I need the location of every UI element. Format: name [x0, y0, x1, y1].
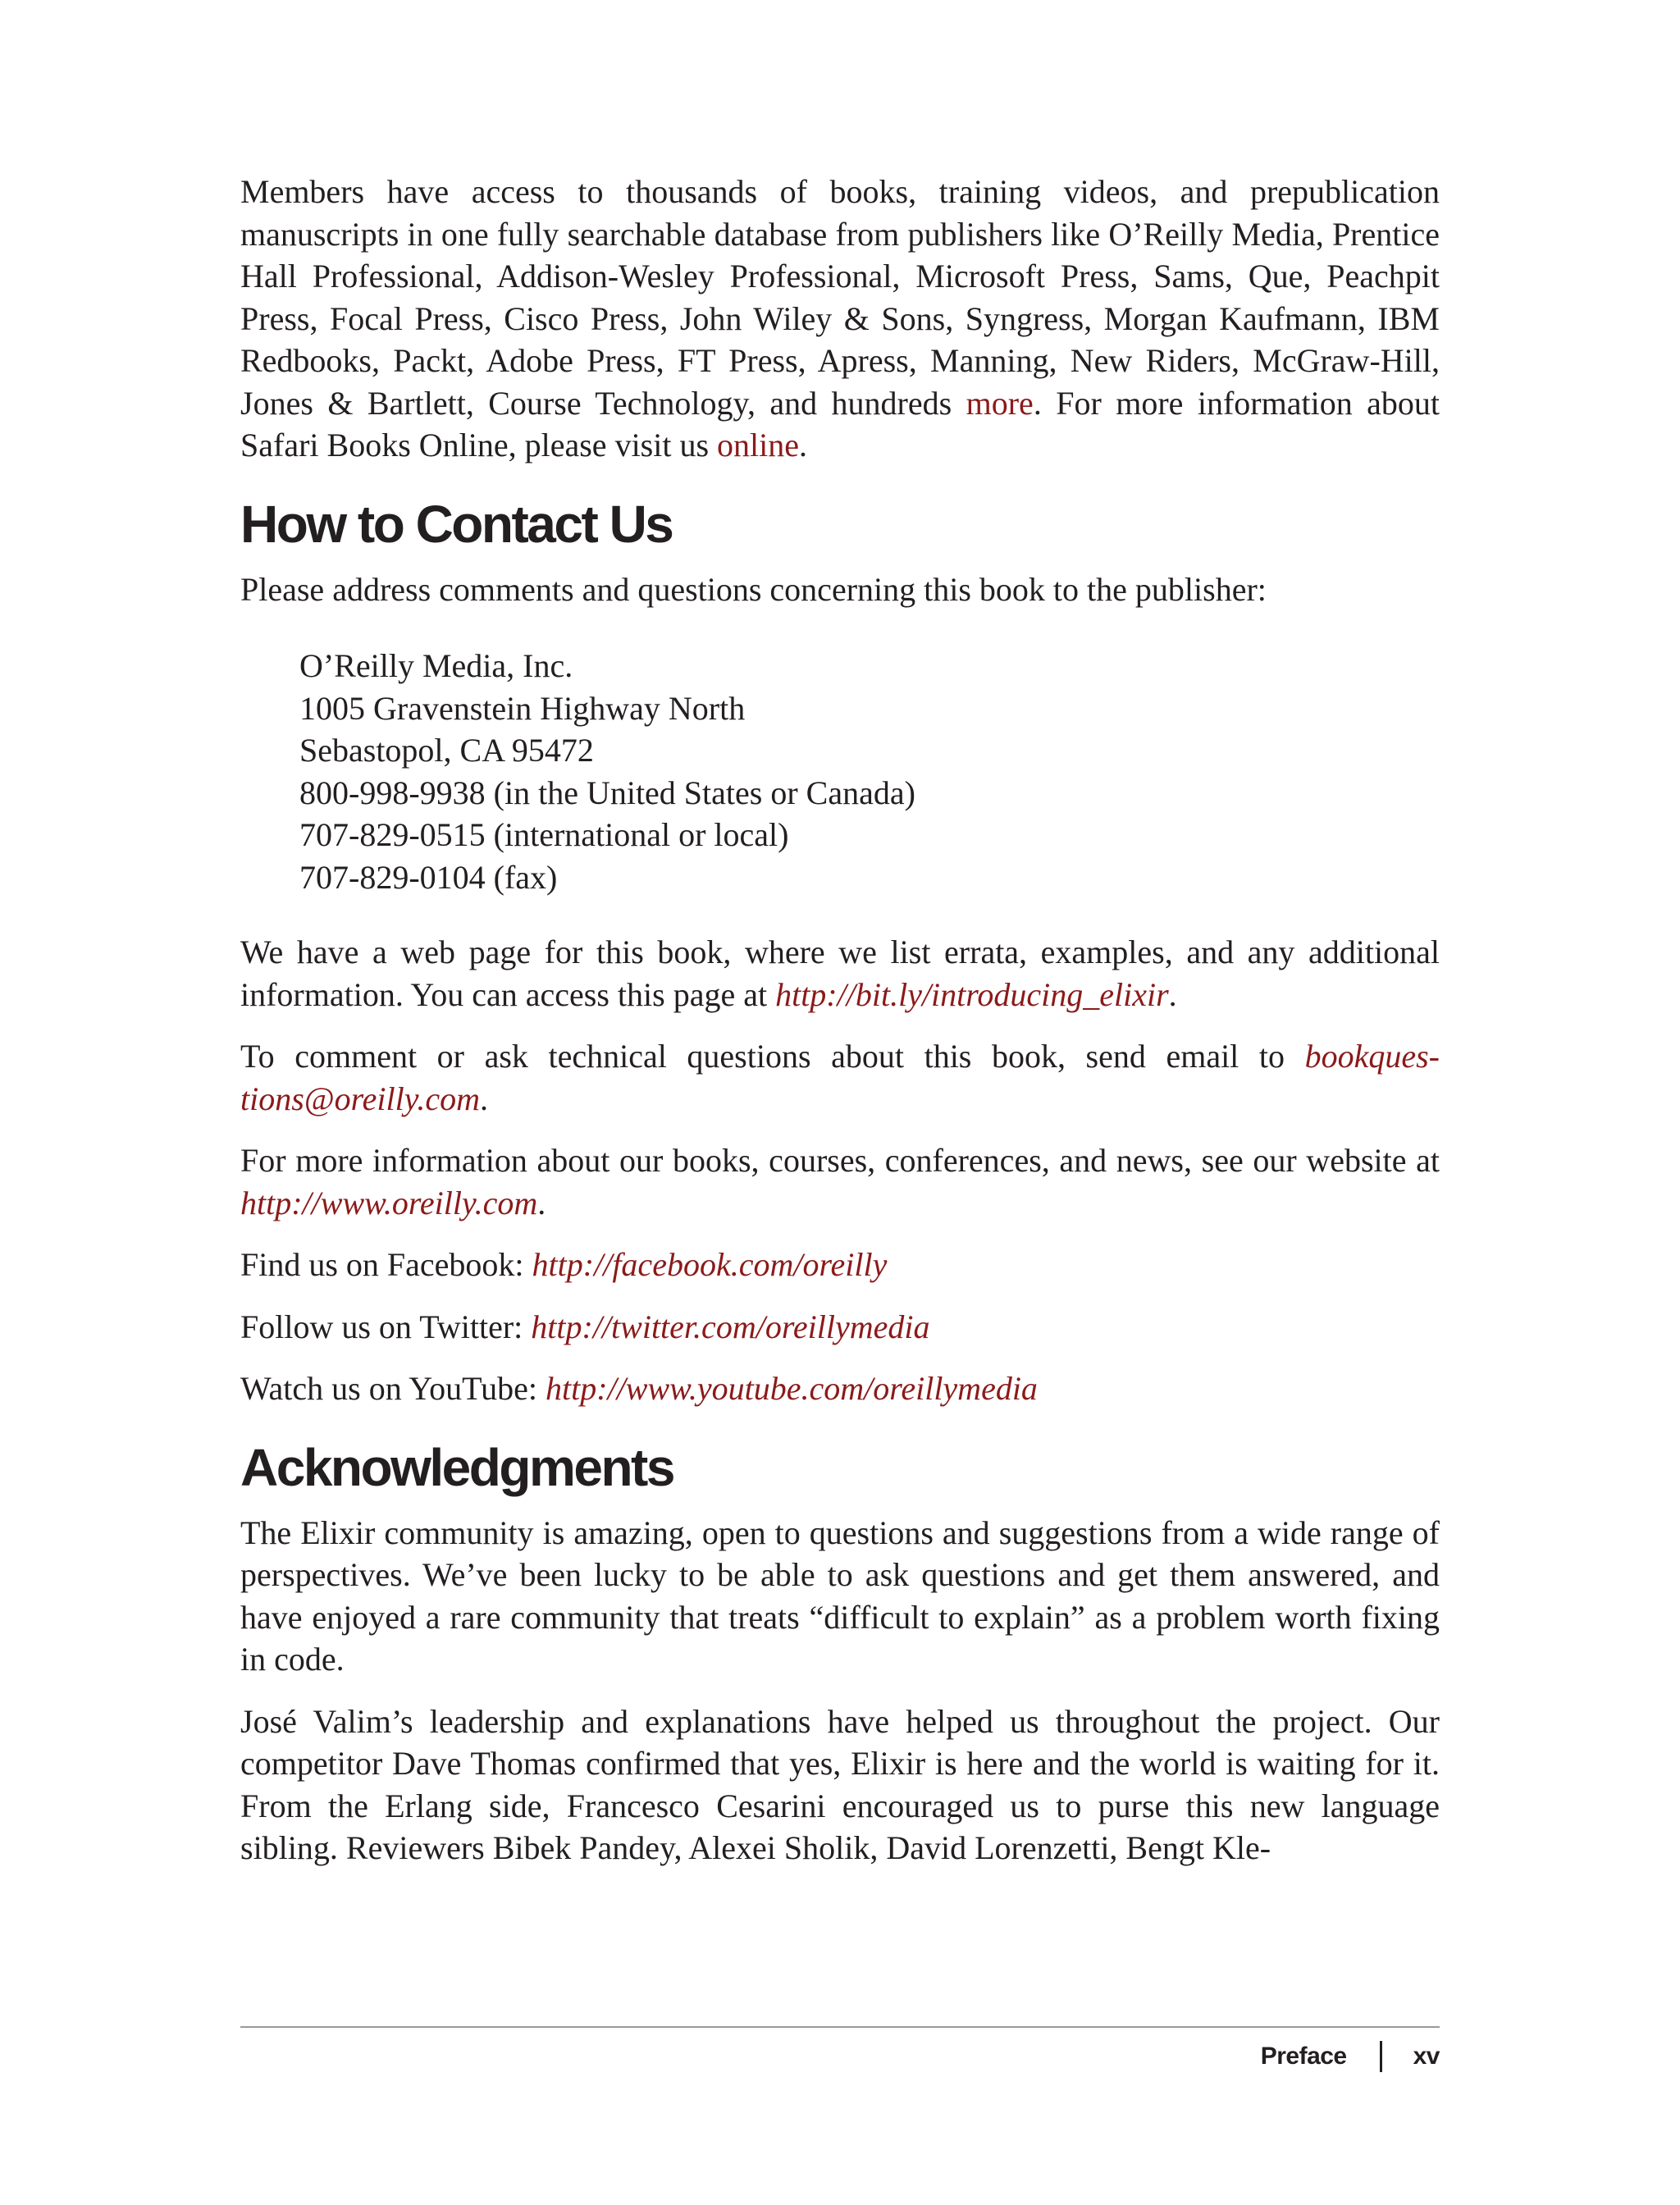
address-line: O’Reilly Media, Inc. — [299, 647, 573, 684]
footer-section-name: Preface — [1260, 2043, 1347, 2070]
link-facebook[interactable]: http://facebook.com/oreilly — [532, 1246, 888, 1283]
address-line: 1005 Gravenstein Highway North — [299, 689, 746, 727]
heading-acknowledgments: Acknowledgments — [240, 1437, 673, 1497]
intro-text-3: . — [799, 427, 808, 463]
more-info-paragraph — [240, 1139, 1440, 1224]
email-end: . — [479, 1080, 488, 1117]
link-online[interactable]: online — [717, 427, 800, 463]
youtube-line — [240, 1367, 1440, 1410]
page-body — [240, 171, 1440, 1869]
heading-how-to-contact-us: How to Contact Us — [240, 494, 673, 554]
contact-intro: Please address comments and questions concerning this book to the publisher: — [240, 570, 1267, 608]
web-page-paragraph — [240, 931, 1440, 1016]
email-paragraph — [240, 1035, 1440, 1120]
web-page-text: We have a web page for this book, where we list errata, examples, and any additional information. You can access this page at — [240, 934, 1440, 1013]
more-info-text: For more information about our books, courses, conferences, and news, see our website at — [240, 1142, 1440, 1179]
link-email[interactable]: bookquestions@oreilly.com — [240, 1038, 1440, 1117]
facebook-label: Find us on Facebook: — [240, 1246, 532, 1283]
address-line: Sebastopol, CA 95472 — [299, 732, 594, 769]
twitter-label: Follow us on Twitter: — [240, 1308, 532, 1345]
link-oreilly-website[interactable]: http://www.oreilly.com — [240, 1184, 538, 1221]
web-page-end: . — [1168, 975, 1177, 1013]
email-text: To comment or ask technical questions about this book, send email to — [240, 1038, 1305, 1075]
intro-text-1: Members have access to thousands of books, training videos, and prepublication manuscripts in one fully searchable database from publishers like O’Reilly Media, Prentice Hall Professional, Addison-Wesley Professional, Microsoft Press, Sams, Que, Peachpit Press, Focal Press, Cisco Press, John Wiley & Sons, Syngress, Morgan Kaufmann, IBM Redbooks, Packt, Adobe Press, FT Press, Apress, Manning, New Riders, McGraw-Hill, Jones & Bartlett, Course Technology, and hundreds — [240, 173, 1440, 422]
footer-rule — [240, 2026, 1440, 2028]
link-book-web-page[interactable]: http://bit.ly/introducing_elixir — [775, 975, 1169, 1013]
link-more[interactable]: more — [966, 384, 1034, 422]
youtube-label: Watch us on YouTube: — [240, 1370, 546, 1407]
acknowledgments-paragraph-1: The Elixir community is amazing, open to questions and suggestions from a wide range of perspectives. We’ve been lucky to be able to ask questions and get them answered, and have enjoyed a rare community that treats “difficult to explain” as a problem worth fixing in code. — [240, 1513, 1440, 1678]
link-twitter[interactable]: http://twitter.com/oreillymedia — [531, 1308, 930, 1345]
intro-paragraph — [240, 171, 1440, 467]
publisher-address — [299, 645, 1440, 898]
address-fax: 707-829-0104 (fax) — [299, 858, 558, 896]
footer-page-number: xv — [1413, 2043, 1440, 2070]
address-phone-intl: 707-829-0515 (international or local) — [299, 816, 789, 853]
intro-text-2: . For more information about Safari Books Online, please visit us — [240, 384, 1440, 463]
acknowledgments-paragraph-2: José Valim’s leadership and explanations have helped us throughout the project. Our competitor Dave Thomas confirmed that yes, Elixir is here and the world is waiting for it. From the Erlang side, Francesco Cesarini encouraged us to purse this new language sibling. Reviewers Bibek Pandey, Alexei Sholik, David Lorenzetti, Bengt Kle- — [240, 1702, 1440, 1866]
facebook-line — [240, 1244, 1440, 1286]
address-phone-us: 800-998-9938 (in the United States or Canada) — [299, 774, 915, 811]
footer-separator — [1380, 2041, 1382, 2072]
twitter-line — [240, 1306, 1440, 1349]
more-info-end: . — [537, 1184, 546, 1221]
link-youtube[interactable]: http://www.youtube.com/oreillymedia — [546, 1370, 1038, 1407]
page-footer — [1261, 2041, 1440, 2072]
